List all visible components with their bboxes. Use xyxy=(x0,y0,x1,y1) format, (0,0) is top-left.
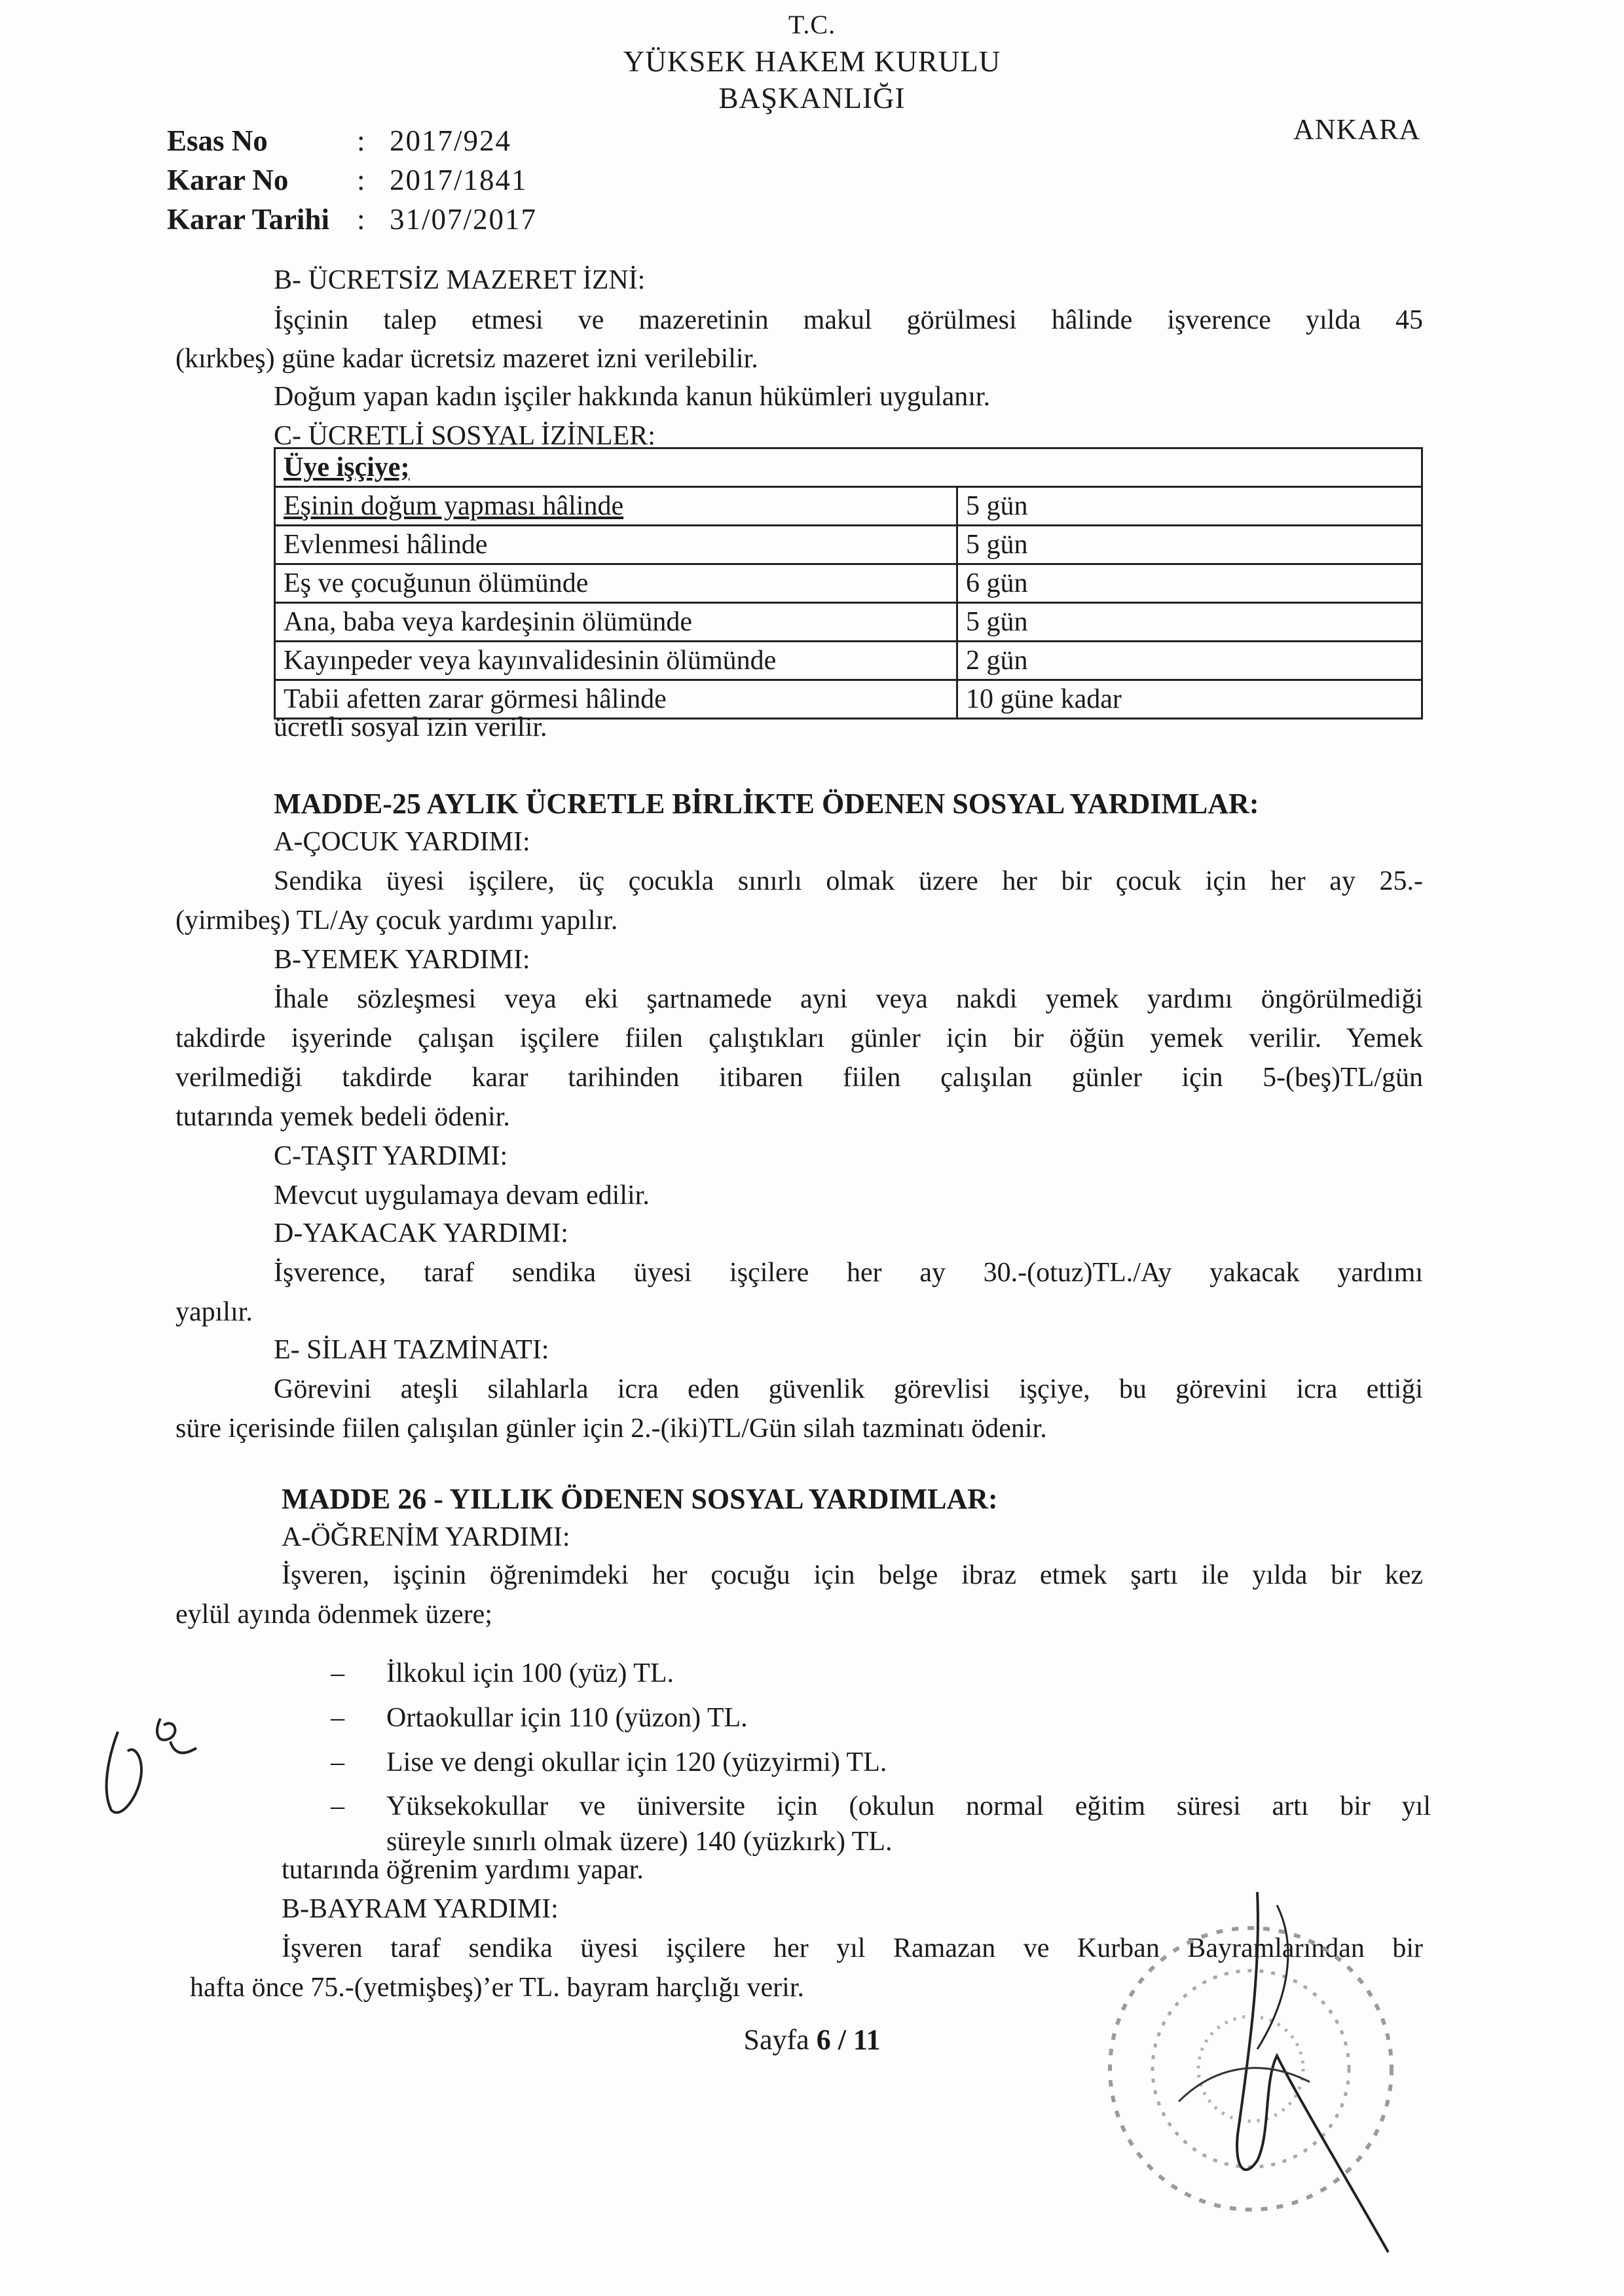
table-row xyxy=(275,487,1422,526)
paid-leave-table xyxy=(274,447,1423,720)
table-cell-days: 5 gün xyxy=(957,603,1422,642)
meta-colon: : xyxy=(357,124,365,157)
meta-value: 31/07/2017 xyxy=(390,203,538,236)
madde25-e-line1: Görevini ateşli silahlarla icra eden güvenlik görevlisi işçiye, bu görevini icra ettiği xyxy=(274,1374,1423,1404)
table-cell-days: 10 güne kadar xyxy=(957,680,1422,719)
list-item xyxy=(331,1701,1431,1736)
madde26-a-line1: İşveren, işçinin öğrenimdeki her çocuğu için belge ibraz etmek şartı ile yılda bir kez xyxy=(282,1560,1423,1590)
table-row xyxy=(275,526,1422,564)
list-item-text xyxy=(386,1789,1431,1860)
table-cell-event: Evlenmesi hâlinde xyxy=(275,526,957,564)
madde25-title: MADDE-25 AYLIK ÜCRETLE BİRLİKTE ÖDENEN SOSYAL YARDIMLAR: xyxy=(274,788,1259,820)
meta-row-tarih xyxy=(167,200,537,239)
meta-colon: : xyxy=(357,203,365,236)
list-dash: – xyxy=(331,1747,344,1777)
page-separator: / xyxy=(830,2024,853,2056)
education-aid-list xyxy=(331,1656,1431,1869)
madde25-e-line2: süre içerisinde fiilen çalışılan günler için 2.-(iki)TL/Gün silah tazminatı ödenir. xyxy=(175,1413,1047,1444)
list-item-line1: Yüksekokullar ve üniversite için (okulun normal eğitim süresi artı bir yıl xyxy=(386,1791,1431,1822)
list-item-text: Ortaokullar için 110 (yüzon) TL. xyxy=(386,1702,748,1733)
madde25-b-title: B-YEMEK YARDIMI: xyxy=(274,945,530,975)
table-row xyxy=(275,564,1422,603)
madde25-b-line2: takdirde işyerinde çalışan işçilere fiilen çalıştıkları günler için bir öğün yemek verilir. Yemek xyxy=(175,1023,1423,1053)
section-b-line2: (kırkbeş) güne kadar ücretsiz mazeret izni verilebilir. xyxy=(175,344,758,374)
handwritten-initials xyxy=(82,1705,213,1836)
page-total: 11 xyxy=(853,2024,881,2056)
madde26-a-line2: eylül ayında ödenmek üzere; xyxy=(175,1599,492,1630)
madde25-c-line1: Mevcut uygulamaya devam edilir. xyxy=(274,1180,650,1211)
section-c-title: C- ÜCRETLİ SOSYAL İZİNLER: xyxy=(274,421,655,451)
meta-label: Karar Tarihi xyxy=(167,203,329,236)
table-row xyxy=(275,603,1422,642)
madde26-b-line1: İşveren taraf sendika üyesi işçilere her yıl Ramazan ve Kurban Bayramlarından bir xyxy=(282,1933,1423,1963)
meta-row-esas xyxy=(167,121,537,160)
madde25-a-title: A-ÇOCUK YARDIMI: xyxy=(274,827,530,857)
list-dash: – xyxy=(331,1702,344,1733)
table-cell-event: Eşinin doğum yapması hâlinde xyxy=(275,487,957,526)
table-cell-days: 5 gün xyxy=(957,487,1422,526)
list-item-line2: süreyle sınırlı olmak üzere) 140 (yüzkırk) TL. xyxy=(386,1827,893,1857)
table-cell-event: Eş ve çocuğunun ölümünde xyxy=(275,564,957,603)
page-prefix: Sayfa xyxy=(743,2024,817,2056)
madde25-b-line4: tutarında yemek bedeli ödenir. xyxy=(175,1102,510,1132)
meta-label: Esas No xyxy=(167,124,268,157)
madde26-title: MADDE 26 - YILLIK ÖDENEN SOSYAL YARDIMLAR: xyxy=(282,1483,998,1515)
header-org-line1: YÜKSEK HAKEM KURULU xyxy=(623,45,1001,78)
madde25-b-line3: verilmediği takdirde karar tarihinden itibaren fiilen çalışılan günler için 5-(beş)TL/gün xyxy=(175,1063,1423,1093)
meta-label: Karar No xyxy=(167,164,289,196)
table-cell-event: Tabii afetten zarar görmesi hâlinde xyxy=(275,680,957,719)
page-current: 6 xyxy=(816,2024,831,2056)
madde25-d-line2: yapılır. xyxy=(175,1297,253,1327)
meta-value: 2017/924 xyxy=(390,124,512,157)
case-meta xyxy=(167,121,537,239)
meta-colon: : xyxy=(357,164,365,196)
table-cell-days: 5 gün xyxy=(957,526,1422,564)
list-item-text: İlkokul için 100 (yüz) TL. xyxy=(386,1658,674,1688)
table-cell-days: 2 gün xyxy=(957,642,1422,680)
madde25-d-title: D-YAKACAK YARDIMI: xyxy=(274,1218,568,1248)
list-item xyxy=(331,1656,1431,1692)
list-dash: – xyxy=(331,1791,344,1822)
list-item xyxy=(331,1745,1431,1781)
list-item xyxy=(331,1789,1431,1860)
official-seal-stamp xyxy=(1061,1886,1428,2291)
table-row xyxy=(275,642,1422,680)
table-header-cell: Üye işçiye; xyxy=(275,448,1422,487)
madde26-a-title: A-ÖĞRENİM YARDIMI: xyxy=(282,1522,570,1552)
list-dash: – xyxy=(331,1658,344,1688)
meta-row-karar xyxy=(167,160,537,200)
table-header-row xyxy=(275,448,1422,487)
madde25-c-title: C-TAŞIT YARDIMI: xyxy=(274,1141,508,1171)
madde25-b-line1: İhale sözleşmesi veya eki şartnamede ayni veya nakdi yemek yardımı öngörülmediği xyxy=(274,984,1423,1014)
madde25-a-line1: Sendika üyesi işçilere, üç çocukla sınırlı olmak üzere her bir çocuk için her ay 25.- xyxy=(274,866,1423,896)
header-org-line2: BAŞKANLIĞI xyxy=(718,82,906,115)
meta-value: 2017/1841 xyxy=(390,164,528,196)
section-b-line1: İşçinin talep etmesi ve mazeretinin makul görülmesi hâlinde işverence yılda 45 xyxy=(274,305,1423,335)
table-cell-days: 6 gün xyxy=(957,564,1422,603)
section-c-footer: ücretli sosyal izin verilir. xyxy=(274,712,547,742)
section-b-line3: Doğum yapan kadın işçiler hakkında kanun hükümleri uygulanır. xyxy=(274,382,991,412)
header-tc: T.C. xyxy=(788,10,836,39)
madde25-e-title: E- SİLAH TAZMİNATI: xyxy=(274,1335,549,1365)
table-cell-event: Ana, baba veya kardeşinin ölümünde xyxy=(275,603,957,642)
madde26-a-footer: tutarında öğrenim yardımı yapar. xyxy=(282,1855,644,1885)
section-b-title: B- ÜCRETSİZ MAZERET İZNİ: xyxy=(274,265,646,295)
table-cell-event: Kayınpeder veya kayınvalidesinin ölümünde xyxy=(275,642,957,680)
madde26-b-line2: hafta önce 75.-(yetmişbeş)’er TL. bayram harçlığı verir. xyxy=(190,1973,805,2003)
madde26-b-title: B-BAYRAM YARDIMI: xyxy=(282,1894,559,1924)
list-item-text: Lise ve dengi okullar için 120 (yüzyirmi) TL. xyxy=(386,1747,887,1777)
header-city: ANKARA xyxy=(1293,113,1421,145)
madde25-a-line2: (yirmibeş) TL/Ay çocuk yardımı yapılır. xyxy=(175,905,618,936)
madde25-d-line1: İşverence, taraf sendika üyesi işçilere her ay 30.-(otuz)TL./Ay yakacak yardımı xyxy=(274,1258,1423,1288)
